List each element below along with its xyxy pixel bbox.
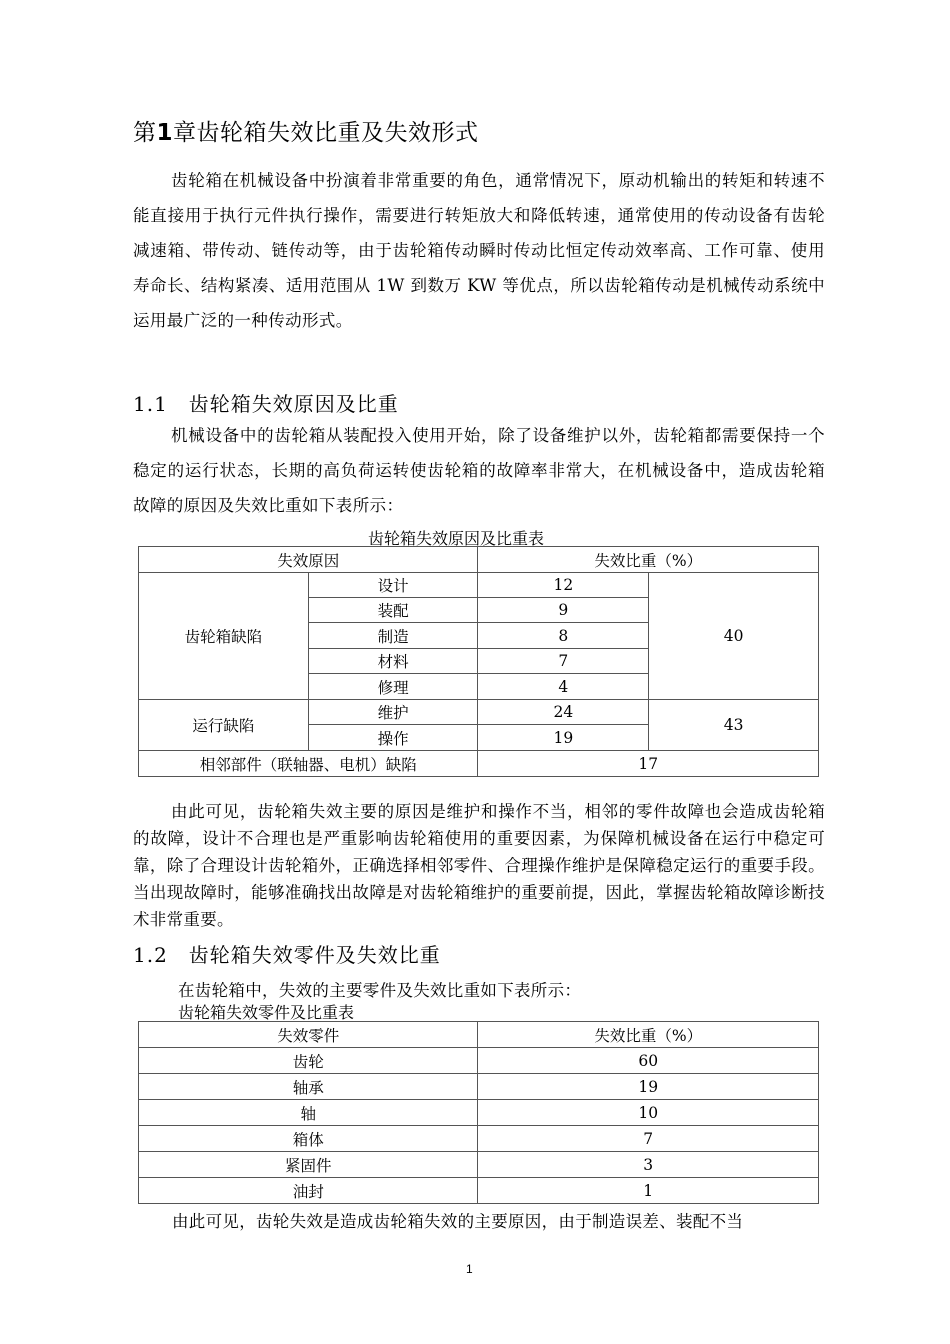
section-2-trailing-text: 由此可见，齿轮失效是造成齿轮箱失效的主要原因，由于制造误差、装配不当: [172, 1212, 744, 1231]
table-1-caption: 齿轮箱失效原因及比重表: [368, 529, 545, 548]
intro-paragraph: 齿轮箱在机械设备中扮演着非常重要的角色，通常情况下，原动机输出的转矩和转速不能直接用于执行元件执行操作，需要进行转矩放大和降低转速，通常使用的传动设备有齿轮减速箱、带传动、链传动等，由于齿轮箱传动瞬时传动比恒定传动效率高、工作可靠、使用寿命长、结构紧凑、适用范围从 1W 到数万 KW 等优点，所以齿轮箱传动是机械传动系统中运用最广泛的一种传动形式。: [133, 171, 825, 330]
cause-value: 7: [478, 649, 649, 674]
part-name: 油封: [139, 1178, 478, 1204]
table-2-caption: 齿轮箱失效零件及比重表: [178, 1003, 355, 1022]
part-value: 10: [478, 1100, 819, 1126]
group-gearbox-defect: 齿轮箱缺陷: [139, 573, 309, 700]
section-1-conclusion: 由此可见，齿轮箱失效主要的原因是维护和操作不当，相邻的零件故障也会造成齿轮箱的故障，设计不合理也是严重影响齿轮箱使用的重要因素，为保障机械设备在运行中稳定可靠，除了合理设计齿轮箱外，正确选择相邻零件、合理操作维护是保障稳定运行的重要手段。当出现故障时，能够准确找出故障是对齿轮箱维护的重要前提，因此，掌握齿轮箱故障诊断技术非常重要。: [133, 802, 825, 929]
cause-item: 修理: [308, 674, 478, 700]
cause-item: 操作: [308, 725, 478, 751]
part-value: 60: [478, 1048, 819, 1074]
section-2-paragraph: 在齿轮箱中，失效的主要零件及失效比重如下表所示：: [178, 981, 582, 1000]
cause-item: 制造: [308, 623, 478, 649]
table-row: [139, 1152, 819, 1178]
part-value: 3: [478, 1152, 819, 1178]
group-gearbox-total: 40: [649, 573, 819, 700]
cause-item: 装配: [308, 598, 478, 623]
part-name: 箱体: [139, 1126, 478, 1152]
part-name: 齿轮: [139, 1048, 478, 1074]
cause-value: 19: [478, 725, 649, 751]
section-2-heading: 1.2 齿轮箱失效零件及失效比重: [133, 943, 441, 967]
part-name: 轴: [139, 1100, 478, 1126]
chapter-number: 1: [156, 120, 174, 146]
header-ratio: 失效比重（%）: [478, 1022, 819, 1048]
cause-value: 8: [478, 623, 649, 649]
chapter-title: [133, 114, 479, 147]
table-row: [139, 700, 819, 725]
cause-item: 设计: [308, 573, 478, 598]
section-1-heading: 1.1 齿轮箱失效原因及比重: [133, 392, 399, 416]
header-ratio: 失效比重（%）: [478, 547, 819, 573]
table-header-row: [139, 547, 819, 573]
table-header-row: [139, 1022, 819, 1048]
table-row: [139, 1074, 819, 1100]
part-name: 轴承: [139, 1074, 478, 1100]
cause-value: 12: [478, 573, 649, 598]
cause-value: 9: [478, 598, 649, 623]
table-row: [139, 1178, 819, 1204]
failure-part-table: [138, 1021, 819, 1204]
group-adjacent-value: 17: [478, 751, 819, 777]
group-operation-total: 43: [649, 700, 819, 751]
cause-value: 4: [478, 674, 649, 700]
part-value: 1: [478, 1178, 819, 1204]
group-operation-defect: 运行缺陷: [139, 700, 309, 751]
table-row: [139, 1048, 819, 1074]
cause-value: 24: [478, 700, 649, 725]
chapter-title-text: 章齿轮箱失效比重及失效形式: [173, 120, 479, 146]
part-name: 紧固件: [139, 1152, 478, 1178]
table-row: [139, 1100, 819, 1126]
cause-item: 材料: [308, 649, 478, 674]
chapter-prefix: 第: [133, 120, 157, 146]
table-row: [139, 573, 819, 598]
part-value: 19: [478, 1074, 819, 1100]
group-adjacent-defect: 相邻部件（联轴器、电机）缺陷: [139, 751, 478, 777]
cause-item: 维护: [308, 700, 478, 725]
section-1-paragraph: 机械设备中的齿轮箱从装配投入使用开始，除了设备维护以外，齿轮箱都需要保持一个稳定的运行状态，长期的高负荷运转使齿轮箱的故障率非常大，在机械设备中，造成齿轮箱故障的原因及失效比重如下表所示：: [133, 426, 825, 515]
failure-cause-table: [138, 546, 819, 777]
header-cause: 失效原因: [139, 547, 478, 573]
table-row: [139, 1126, 819, 1152]
page-number: 1: [466, 1262, 473, 1276]
part-value: 7: [478, 1126, 819, 1152]
header-part: 失效零件: [139, 1022, 478, 1048]
table-row: [139, 751, 819, 777]
